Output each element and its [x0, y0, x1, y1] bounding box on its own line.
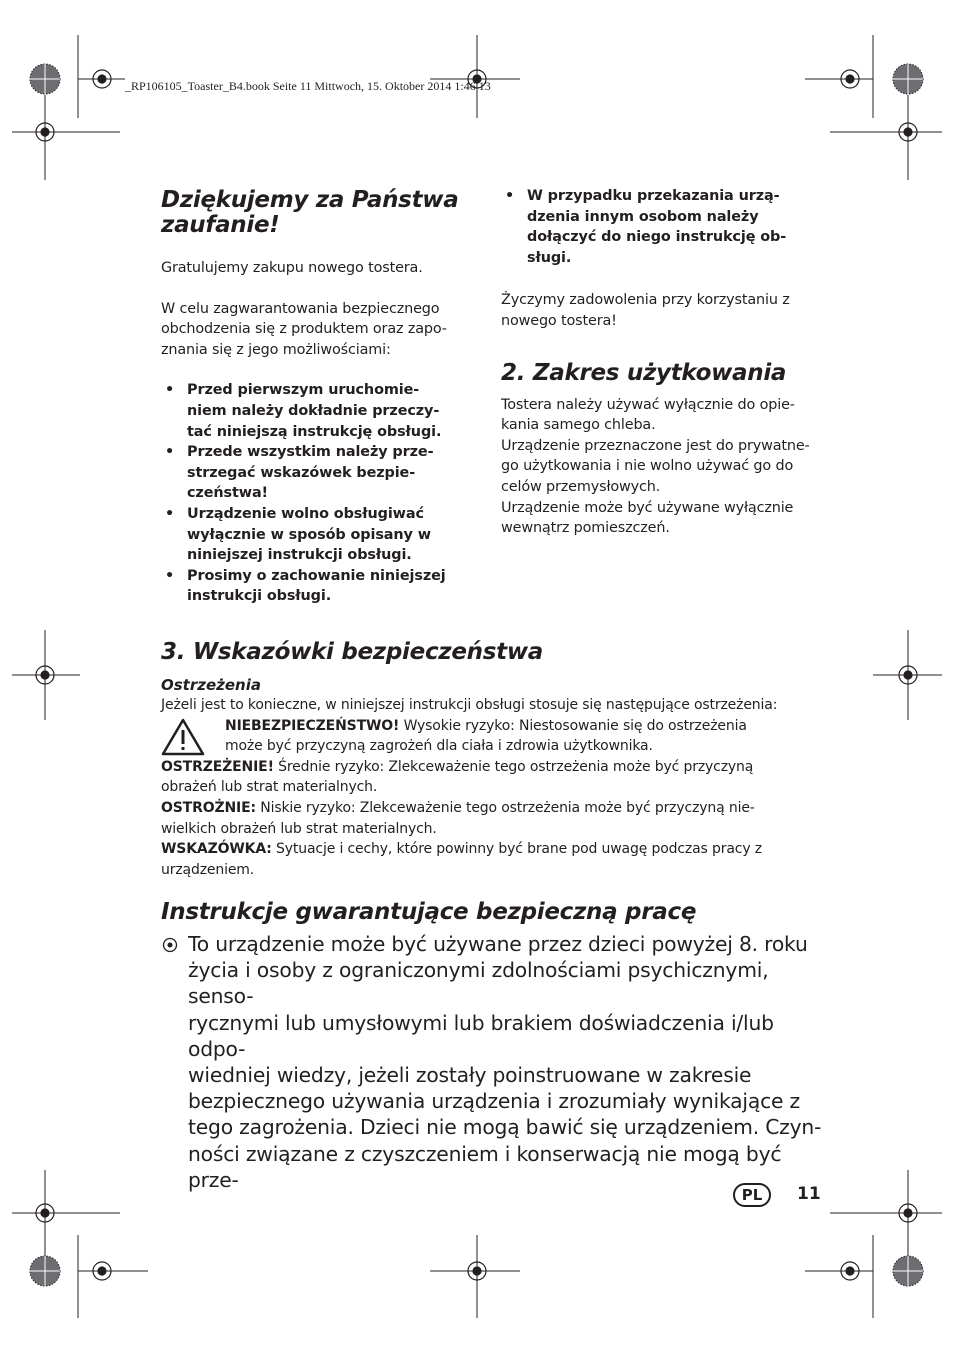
- print-header: _RP106105_Toaster_B4.book Seite 11 Mittwoch, 15. Oktober 2014 1:46 13: [125, 79, 491, 93]
- list-item: • W przypadku przekazania urzą- dzenia innym osobom należy dołączyć do niego instrukcję ob- sługi.: [501, 186, 831, 268]
- left-column: [161, 188, 481, 607]
- right-column: [501, 186, 831, 539]
- list-item: • Urządzenie wolno obsługiwać wyłącznie w sposób opisany w niniejszej instrukcji obsługi.: [161, 504, 481, 566]
- note-block: WSKAZÓWKA: Sytuacje i cechy, które powinny być brane pod uwagę podczas pracy z urządzeniem.: [161, 841, 762, 878]
- note-label: WSKAZÓWKA:: [161, 841, 272, 858]
- danger-text: Wysokie ryzyko: Niestosowanie się do ostrzeżenia: [399, 717, 747, 734]
- instructions-section: [161, 900, 831, 1193]
- intro-line: W celu zagwarantowania bezpiecznego: [161, 300, 440, 317]
- warnings-intro: Jeżeli jest to konieczne, w niniejszej instrukcji obsługi stosuje się następujące ostrzeżenia:: [161, 697, 778, 713]
- thanks-title: [161, 188, 481, 238]
- danger-block: [161, 716, 831, 757]
- warnings-subtitle: Ostrzeżenia: [161, 676, 261, 694]
- section2-body: Tostera należy używać wyłącznie do opie- kania samego chleba. Urządzenie przeznaczone jest do prywatne- go użytkowania i nie wolno używać go do celów przemysłowych. Urządzenie może być używane wyłącznie wewnątrz pomieszczeń.: [501, 396, 810, 537]
- intro-paragraph: [161, 299, 481, 361]
- section2-title: 2. Zakres użytkowania: [501, 359, 787, 386]
- danger-label: NIEBEZPIECZEŃSTWO!: [225, 717, 400, 734]
- intro-line: obchodzenia się z produktem oraz zapo-: [161, 321, 447, 338]
- list-item: • Przede wszystkim należy prze- strzegać wskazówek bezpie- czeństwa!: [161, 442, 481, 504]
- caution-label: OSTROŻNIE:: [161, 799, 256, 816]
- danger-text: może być przyczyną zagrożeń dla ciała i zdrowia użytkownika.: [225, 738, 653, 755]
- wish-text: Życzymy zadowolenia przy korzystaniu z nowego tostera!: [501, 292, 790, 329]
- right-bullet-list: [501, 186, 831, 268]
- intro-line: znania się z jego możliwościami:: [161, 341, 391, 358]
- instructions-item: To urządzenie może być używane przez dzieci powyżej 8. roku życia i osoby z ograniczonymi zdolnościami psychicznymi, senso- rycznymi lub umysłowymi lub brakiem doświadczenia i/lub odpo- wiedniej wiedzy, jeżeli zostały poinstruowane w zakresie bezpiecznego używania urządzenia i zrozumiały wynikające z tego zagrożenia. Dzieci nie mogą bawić się urządzeniem. Czyn- ności związane z czyszczeniem i konserwacją nie mogą być prze-: [161, 931, 831, 1193]
- list-item: • Prosimy o zachowanie niniejszej instrukcji obsługi.: [161, 566, 481, 607]
- page-number: 11: [797, 1184, 821, 1204]
- section3: [161, 640, 831, 880]
- section3-title: 3. Wskazówki bezpieczeństwa: [161, 639, 543, 665]
- warning-label: OSTRZEŻENIE!: [161, 758, 274, 775]
- congrats-text: Gratulujemy zakupu nowego tostera.: [161, 260, 423, 276]
- circle-bullet-icon: [162, 937, 178, 953]
- warning-block: OSTRZEŻENIE! Średnie ryzyko: Zlekceważenie tego ostrzeżenia może być przyczyną obrażeń lub strat materialnych.: [161, 758, 754, 796]
- left-bullet-list: [161, 380, 481, 607]
- instructions-title: Instrukcje gwarantujące bezpieczną pracę: [161, 899, 697, 925]
- warning-triangle-icon: [161, 718, 205, 756]
- thanks-title-line2: zaufanie!: [161, 212, 280, 238]
- list-item: • Przed pierwszym uruchomie- niem należy dokładnie przeczy- tać niniejszą instrukcję obsługi.: [161, 380, 481, 442]
- language-badge: PL: [733, 1183, 771, 1207]
- thanks-title-line1: Dziękujemy za Państwa: [161, 187, 459, 213]
- caution-block: OSTROŻNIE: Niskie ryzyko: Zlekceważenie tego ostrzeżenia może być przyczyną nie- wielkich obrażeń lub strat materialnych.: [161, 799, 755, 837]
